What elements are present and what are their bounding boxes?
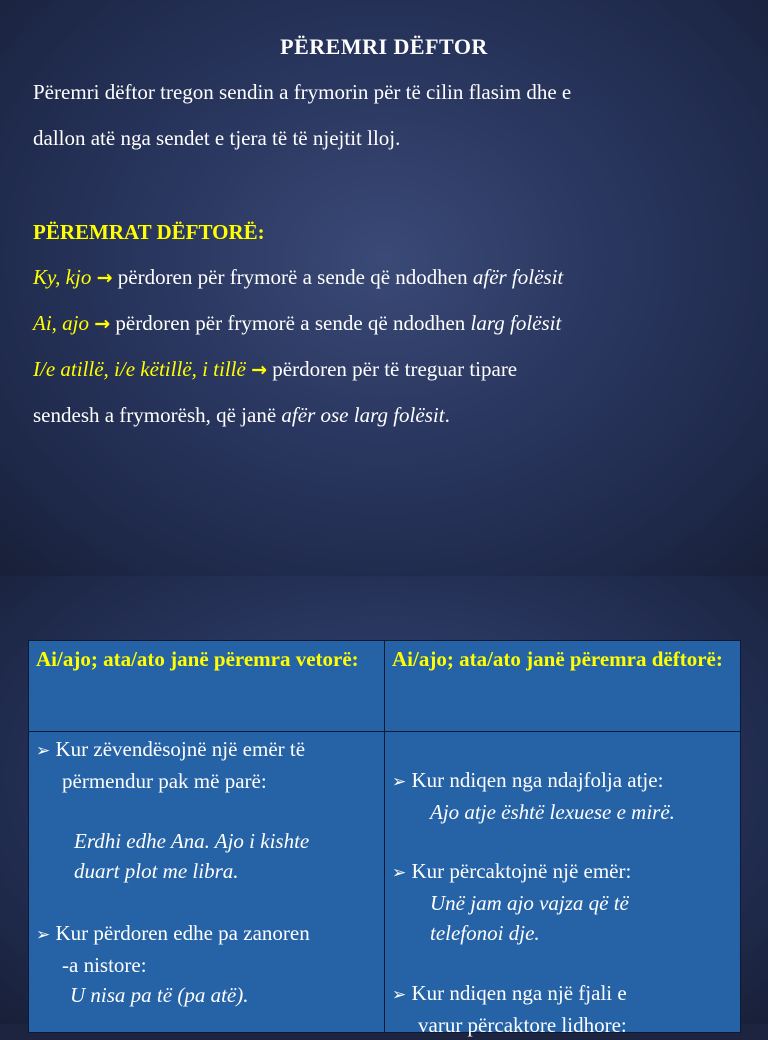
row-text: përdoren për frymorë a sende që ndodhen <box>117 265 468 289</box>
arrow-icon: → <box>251 359 268 381</box>
bullet-text: Kur përcaktojnë një emër: <box>411 859 632 883</box>
pronoun-label: Ky, kjo <box>33 265 92 289</box>
arrowhead-bullet-icon: ➢ <box>36 741 51 761</box>
bullet-text-cont: varur përcaktore lidhore: <box>418 1013 627 1037</box>
bullet-item <box>36 918 378 1010</box>
cell-demonstrative <box>385 732 741 1037</box>
bullet-text: Kur ndiqen nga ndajfolja atje: <box>411 768 664 792</box>
pronoun-label: Ai, ajo <box>33 311 89 335</box>
slide-title: PËREMRI DËFTOR <box>280 34 488 59</box>
comparison-table <box>28 640 741 1037</box>
arrowhead-bullet-icon: ➢ <box>392 863 407 883</box>
bullet-text: Kur përdoren edhe pa zanoren <box>55 921 310 945</box>
example-text: duart plot me libra. <box>74 859 239 883</box>
table-header-row <box>29 641 741 732</box>
bullet-item <box>36 734 378 796</box>
pronoun-row-3 <box>33 357 517 382</box>
pronoun-row-1 <box>33 265 563 290</box>
bullet-text: Kur ndiqen nga një fjali e <box>411 981 627 1005</box>
bullet-text-cont: -a nistore: <box>62 953 147 977</box>
row-text: sendesh a frymorësh, që janë <box>33 403 277 427</box>
example-text: Unë jam ajo vajza që të <box>430 891 629 915</box>
bullet-item <box>392 765 734 827</box>
arrowhead-bullet-icon: ➢ <box>392 985 407 1005</box>
arrow-icon: → <box>94 313 111 335</box>
example-text: Erdhi edhe Ana. Ajo i kishte <box>74 829 310 853</box>
slide-bottom <box>0 576 768 1037</box>
pronoun-label: I/e atillë, i/e këtillë, i tillë <box>33 357 246 381</box>
arrow-icon: → <box>96 267 113 289</box>
row-text: përdoren për frymorë a sende që ndodhen <box>115 311 466 335</box>
row-italic: larg folësit <box>470 311 562 335</box>
row-italic: afër ose larg folësit <box>281 403 445 427</box>
cell-personal <box>29 732 385 1033</box>
bullet-text: Kur zëvendësojnë një emër të <box>55 737 306 761</box>
subheading: PËREMRAT DËFTORË: <box>33 220 265 244</box>
pronoun-row-2 <box>33 311 561 336</box>
example-text: Ajo atje është lexuese e mirë. <box>430 800 675 824</box>
pronoun-row-4 <box>33 403 450 428</box>
header-demonstrative-pronouns: Ai/ajo; ata/ato janë përemra dëftorë: <box>385 641 741 732</box>
example-text: U nisa pa të (pa atë). <box>70 983 249 1007</box>
bullet-item <box>392 856 734 948</box>
row-italic: afër folësit <box>472 265 564 289</box>
row-text: përdoren për të treguar tipare <box>272 357 518 381</box>
bullet-text-cont: përmendur pak më parë: <box>62 769 267 793</box>
intro-line-2: dallon atë nga sendet e tjera të të njejtit lloj. <box>33 126 401 150</box>
row-end: . <box>444 403 450 427</box>
example <box>36 826 378 886</box>
header-personal-pronouns: Ai/ajo; ata/ato janë përemra vetorë: <box>29 641 385 732</box>
table-row <box>29 732 741 1033</box>
arrowhead-bullet-icon: ➢ <box>36 925 51 945</box>
example-text: telefonoi dje. <box>430 921 540 945</box>
bullet-item <box>392 978 734 1040</box>
intro-line-1: Përemri dëftor tregon sendin a frymorin për të cilin flasim dhe e <box>33 80 572 104</box>
arrowhead-bullet-icon: ➢ <box>392 772 407 792</box>
